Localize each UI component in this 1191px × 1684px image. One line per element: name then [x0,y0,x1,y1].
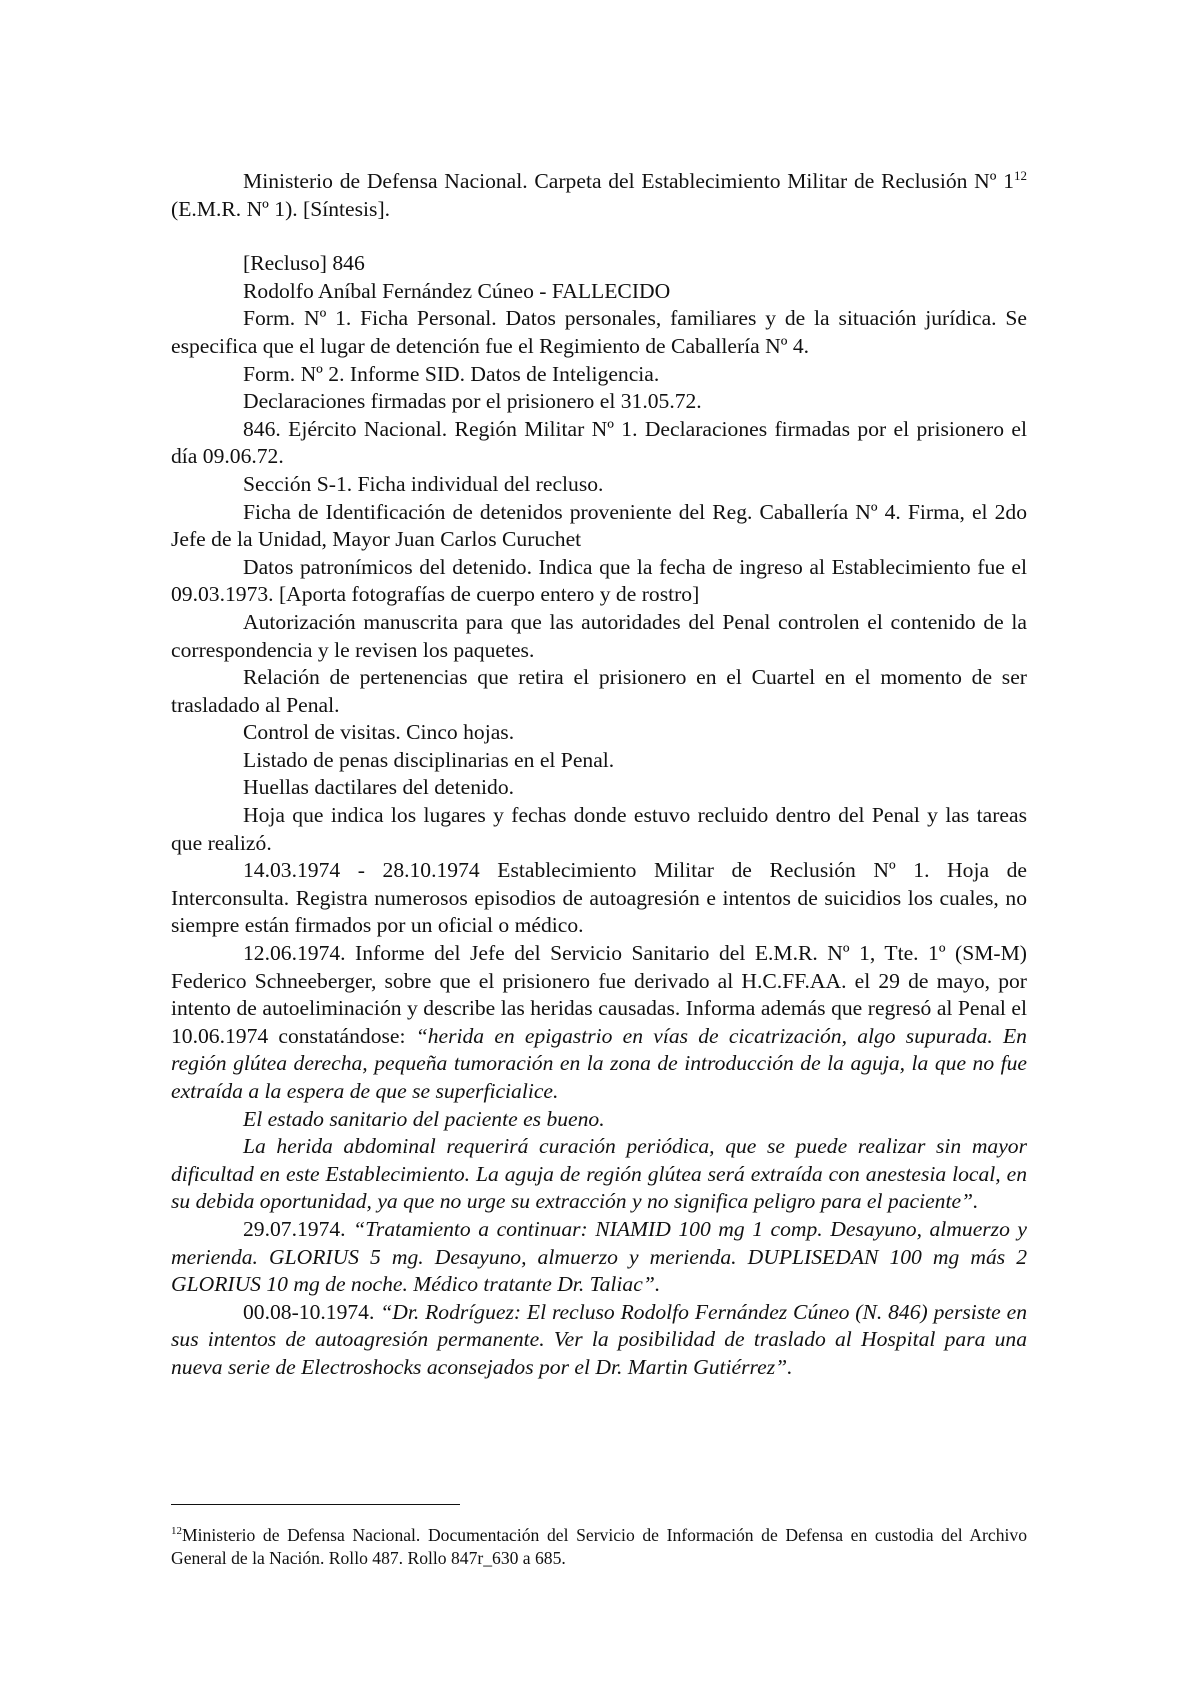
document-body [171,168,1027,1382]
entry-ficha-identificacion: Ficha de Identificación de detenidos proveniente del Reg. Caballería Nº 4. Firma, el 2do Jefe de la Unidad, Mayor Juan Carlos Curuchet [171,499,1027,552]
footnote-number: 12 [171,1525,182,1537]
title-text: Ministerio de Defensa Nacional. Carpeta del Establecimiento Militar de Reclusión Nº 1 [243,169,1014,193]
electroshock-quote: “Dr. Rodríguez: El recluso Rodolfo Fernández Cúneo (N. 846) persiste en sus intentos de autoagresión permanente. Ver la posibilidad de traslado al Hospital para una nueva serie de Electroshocks aconsejados por el Dr. Martin Gutiérrez”. [171,1299,1027,1379]
tratamiento-quote: “Tratamiento a continuar: NIAMID 100 mg 1 comp. Desayuno, almuerzo y merienda. GLORIUS 5 mg. Desayuno, almuerzo y merienda. DUPLISEDAN 100 mg más 2 GLORIUS 10 mg de noche. Médico tratante Dr. Taliac”. [171,1216,1028,1297]
entry-ejercito: 846. Ejército Nacional. Región Militar Nº 1. Declaraciones firmadas por el prisionero el día 09.06.72. [171,416,1027,469]
entry-visitas: Control de visitas. Cinco hojas. [243,720,515,745]
entry-informe-sanitario [171,940,1027,1106]
entry-form-1: Form. Nº 1. Ficha Personal. Datos personales, familiares y de la situación jurídica. Se especifica que el lugar de detención fue el Regimiento de Caballería Nº 4. [171,306,1027,358]
tratamiento-date: 29.07.1974. [243,1216,354,1241]
footnote-separator [171,1504,460,1505]
entry-declarations: Declaraciones firmadas por el prisionero el 31.05.72. [243,389,702,414]
informe-text: 12.06.1974. Informe del Jefe del Servicio Sanitario del E.M.R. Nº 1, Tte. 1º (SM-M) Federico Schneeberger, sobre que el prisionero fue derivado al H.C.FF.AA. el 29 de mayo, por intento de autoeliminación y describe las heridas causadas. Informa además que regresó al Penal el 10.06.1974 constatándose: [171,941,1027,1048]
electroshock-date: 00.08-10.1974. [243,1299,381,1324]
informe-quote: “herida en epigastrio en vías de cicatrización, algo supurada. En región glútea derecha, pequeña tumoración en la zona de introducción de la aguja, la que no fue extraída a la espera de que se superficialice. [171,1023,1027,1103]
document-title [171,168,1027,223]
footnote [171,1524,1027,1569]
quote-herida-abdominal: La herida abdominal requerirá curación periódica, que se puede realizar sin mayor dificultad en este Establecimiento. La aguja de región glútea será extraída con anestesia local, en su debida oportunidad, ya que no urge su extracción y no significa peligro para el paciente”. [171,1134,1027,1214]
prisoner-name: Rodolfo Aníbal Fernández Cúneo - FALLECIDO [243,278,671,303]
entry-seccion: Sección S-1. Ficha individual del recluso. [243,471,604,496]
entry-tratamiento [171,1216,1027,1299]
entry-hoja-lugares: Hoja que indica los lugares y fechas donde estuvo recluido dentro del Penal y las tareas que realizó. [171,803,1027,855]
record-number: [Recluso] 846 [243,251,365,276]
entry-autorizacion: Autorización manuscrita para que las autoridades del Penal controlen el contenido de la correspondencia y le revisen los paquetes. [171,609,1027,662]
entry-pertenencias: Relación de pertenencias que retira el prisionero en el Cuartel en el momento de ser trasladado al Penal. [171,665,1027,717]
quote-estado-sanitario: El estado sanitario del paciente es bueno. [243,1106,605,1131]
entry-penas: Listado de penas disciplinarias en el Penal. [243,747,615,772]
entry-datos-patronimicos: Datos patronímicos del detenido. Indica que la fecha de ingreso al Establecimiento fue el 09.03.1973. [Aporta fotografías de cuerpo entero y de rostro] [171,554,1027,607]
title-text-end: (E.M.R. Nº 1). [Síntesis]. [171,196,391,221]
entry-huellas: Huellas dactilares del detenido. [243,775,515,800]
entry-form-2: Form. Nº 2. Informe SID. Datos de Inteligencia. [243,361,660,386]
footnote-reference[interactable]: 12 [1014,168,1027,183]
entry-electroshock [171,1299,1027,1382]
footnote-text: Ministerio de Defensa Nacional. Documentación del Servicio de Información de Defensa en custodia del Archivo General de la Nación. Rollo 487. Rollo 847r_630 a 685. [171,1525,1027,1568]
entry-interconsulta: 14.03.1974 - 28.10.1974 Establecimiento Militar de Reclusión Nº 1. Hoja de Interconsulta. Registra numerosos episodios de autoagresión e intentos de suicidios los cuales, no siempre están firmados por un oficial o médico. [171,858,1027,938]
